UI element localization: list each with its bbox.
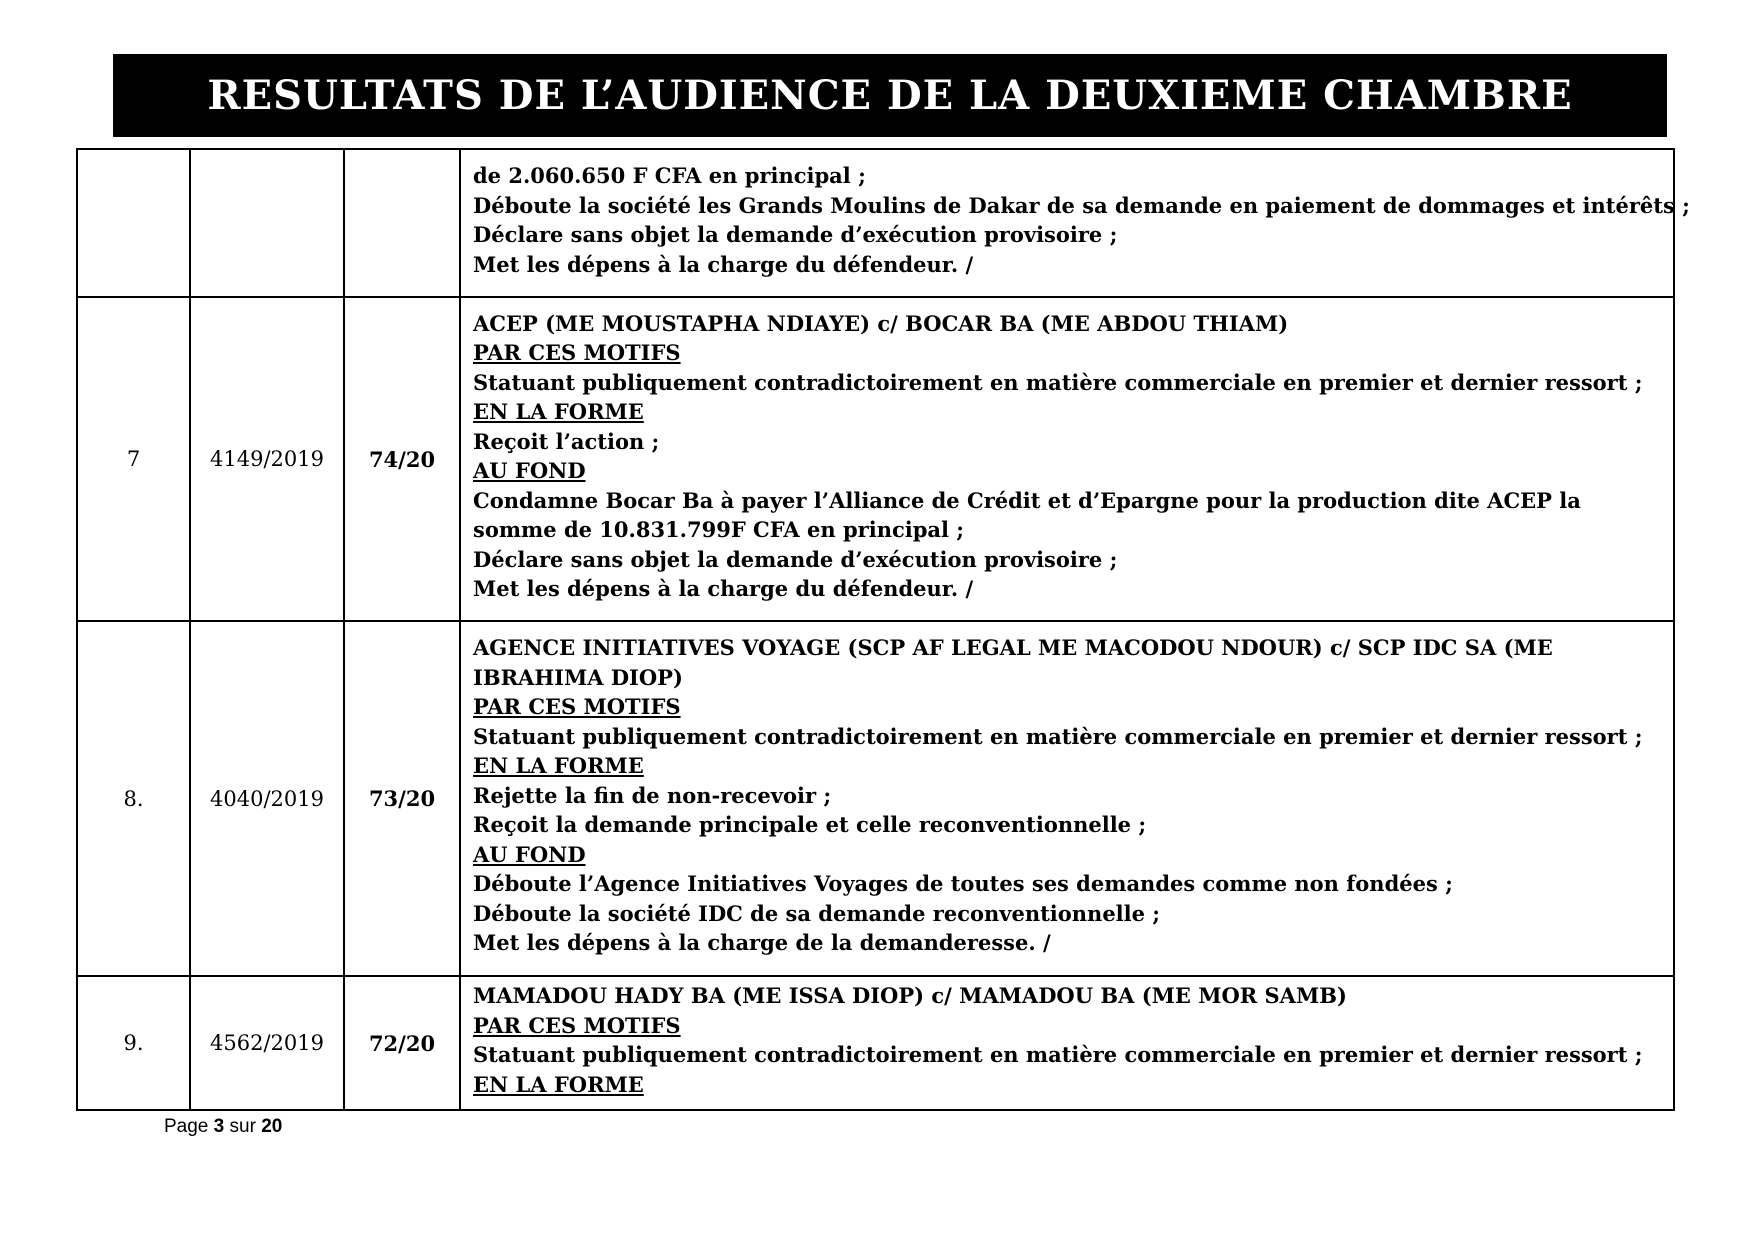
rg-number: 4562/2019 bbox=[190, 976, 344, 1110]
decision-number: 74/20 bbox=[344, 297, 460, 621]
table-row bbox=[77, 976, 1674, 1110]
header-banner bbox=[113, 54, 1667, 137]
ruling-text-cell bbox=[460, 149, 1690, 297]
ruling-line: Statuant publiquement contradictoirement en matière commerciale en premier et dernier ressort ; bbox=[473, 1042, 1643, 1067]
ruling-line: de 2.060.650 F CFA en principal ; bbox=[473, 163, 866, 188]
decision-number: 73/20 bbox=[344, 621, 460, 976]
ruling-line: Statuant publiquement contradictoirement en matière commerciale en premier et dernier ressort ; bbox=[473, 369, 1643, 395]
results-table bbox=[76, 148, 1690, 1111]
ruling-heading: EN LA FORME bbox=[473, 399, 644, 424]
ruling-line: Met les dépens à la charge du défendeur. / bbox=[473, 576, 974, 601]
ruling-line: MAMADOU HADY BA (ME ISSA DIOP) c/ MAMADOU BA (ME MOR SAMB) bbox=[473, 983, 1347, 1008]
ruling-line: Déboute l’Agence Initiatives Voyages de toutes ses demandes comme non fondées ; bbox=[473, 871, 1453, 897]
ruling-heading: PAR CES MOTIFS bbox=[473, 1012, 681, 1038]
ruling-line: Déboute la société les Grands Moulins de Dakar de sa demande en paiement de dommages et intérêts ; bbox=[473, 192, 1690, 218]
ruling-heading: EN LA FORME bbox=[473, 753, 644, 779]
ruling-line: Statuant publiquement contradictoirement en matière commerciale en premier et dernier ressort ; bbox=[473, 723, 1643, 749]
page-label: Page bbox=[164, 1116, 209, 1137]
page-footer bbox=[164, 1116, 282, 1138]
case-number bbox=[77, 149, 190, 297]
ruling-text-cell bbox=[460, 976, 1674, 1110]
decision-number bbox=[344, 149, 460, 297]
ruling-line: Déclare sans objet la demande d’exécution provisoire ; bbox=[473, 546, 1118, 572]
ruling-heading: AU FOND bbox=[473, 458, 586, 483]
ruling-line: Condamne Bocar Ba à payer l’Alliance de Crédit et d’Epargne pour la production dite ACEP la somme de 10.831.799F CFA en principal ; bbox=[473, 487, 1581, 542]
case-number: 8. bbox=[77, 621, 190, 976]
case-number: 9. bbox=[77, 976, 190, 1110]
rg-number: 4149/2019 bbox=[190, 297, 344, 621]
ruling-line: Déclare sans objet la demande d’exécution provisoire ; bbox=[473, 222, 1118, 247]
ruling-text-cell bbox=[460, 621, 1674, 976]
rg-number bbox=[190, 149, 344, 297]
page-title: RESULTATS DE L’AUDIENCE DE LA DEUXIEME CHAMBRE bbox=[207, 72, 1573, 119]
page-total: 20 bbox=[261, 1116, 283, 1137]
ruling-heading: EN LA FORME bbox=[473, 1071, 644, 1097]
page-sur: sur bbox=[229, 1116, 256, 1137]
ruling-line: AGENCE INITIATIVES VOYAGE (SCP AF LEGAL ME MACODOU NDOUR) c/ SCP IDC SA (ME IBRAHIMA DIOP) bbox=[473, 635, 1553, 690]
ruling-heading: AU FOND bbox=[473, 841, 586, 867]
ruling-line: Met les dépens à la charge de la demanderesse. / bbox=[473, 930, 1051, 956]
ruling-line: Reçoit l’action ; bbox=[473, 428, 660, 454]
ruling-line: ACEP (ME MOUSTAPHA NDIAYE) c/ BOCAR BA (ME ABDOU THIAM) bbox=[473, 310, 1289, 336]
results-table-body bbox=[77, 149, 1690, 1110]
table-row bbox=[77, 149, 1674, 297]
ruling-text-cell bbox=[460, 297, 1674, 621]
ruling-line: Met les dépens à la charge du défendeur. / bbox=[473, 251, 974, 277]
decision-number: 72/20 bbox=[344, 976, 460, 1110]
table-row bbox=[77, 297, 1674, 621]
ruling-line: Reçoit la demande principale et celle reconventionnelle ; bbox=[473, 812, 1147, 838]
ruling-heading: PAR CES MOTIFS bbox=[473, 694, 681, 720]
rg-number: 4040/2019 bbox=[190, 621, 344, 976]
table-row bbox=[77, 621, 1674, 976]
ruling-line: Déboute la société IDC de sa demande reconventionnelle ; bbox=[473, 900, 1161, 926]
ruling-line: Rejette la fin de non-recevoir ; bbox=[473, 782, 832, 808]
case-number: 7 bbox=[77, 297, 190, 621]
ruling-heading: PAR CES MOTIFS bbox=[473, 340, 681, 365]
page-number: 3 bbox=[213, 1116, 225, 1137]
